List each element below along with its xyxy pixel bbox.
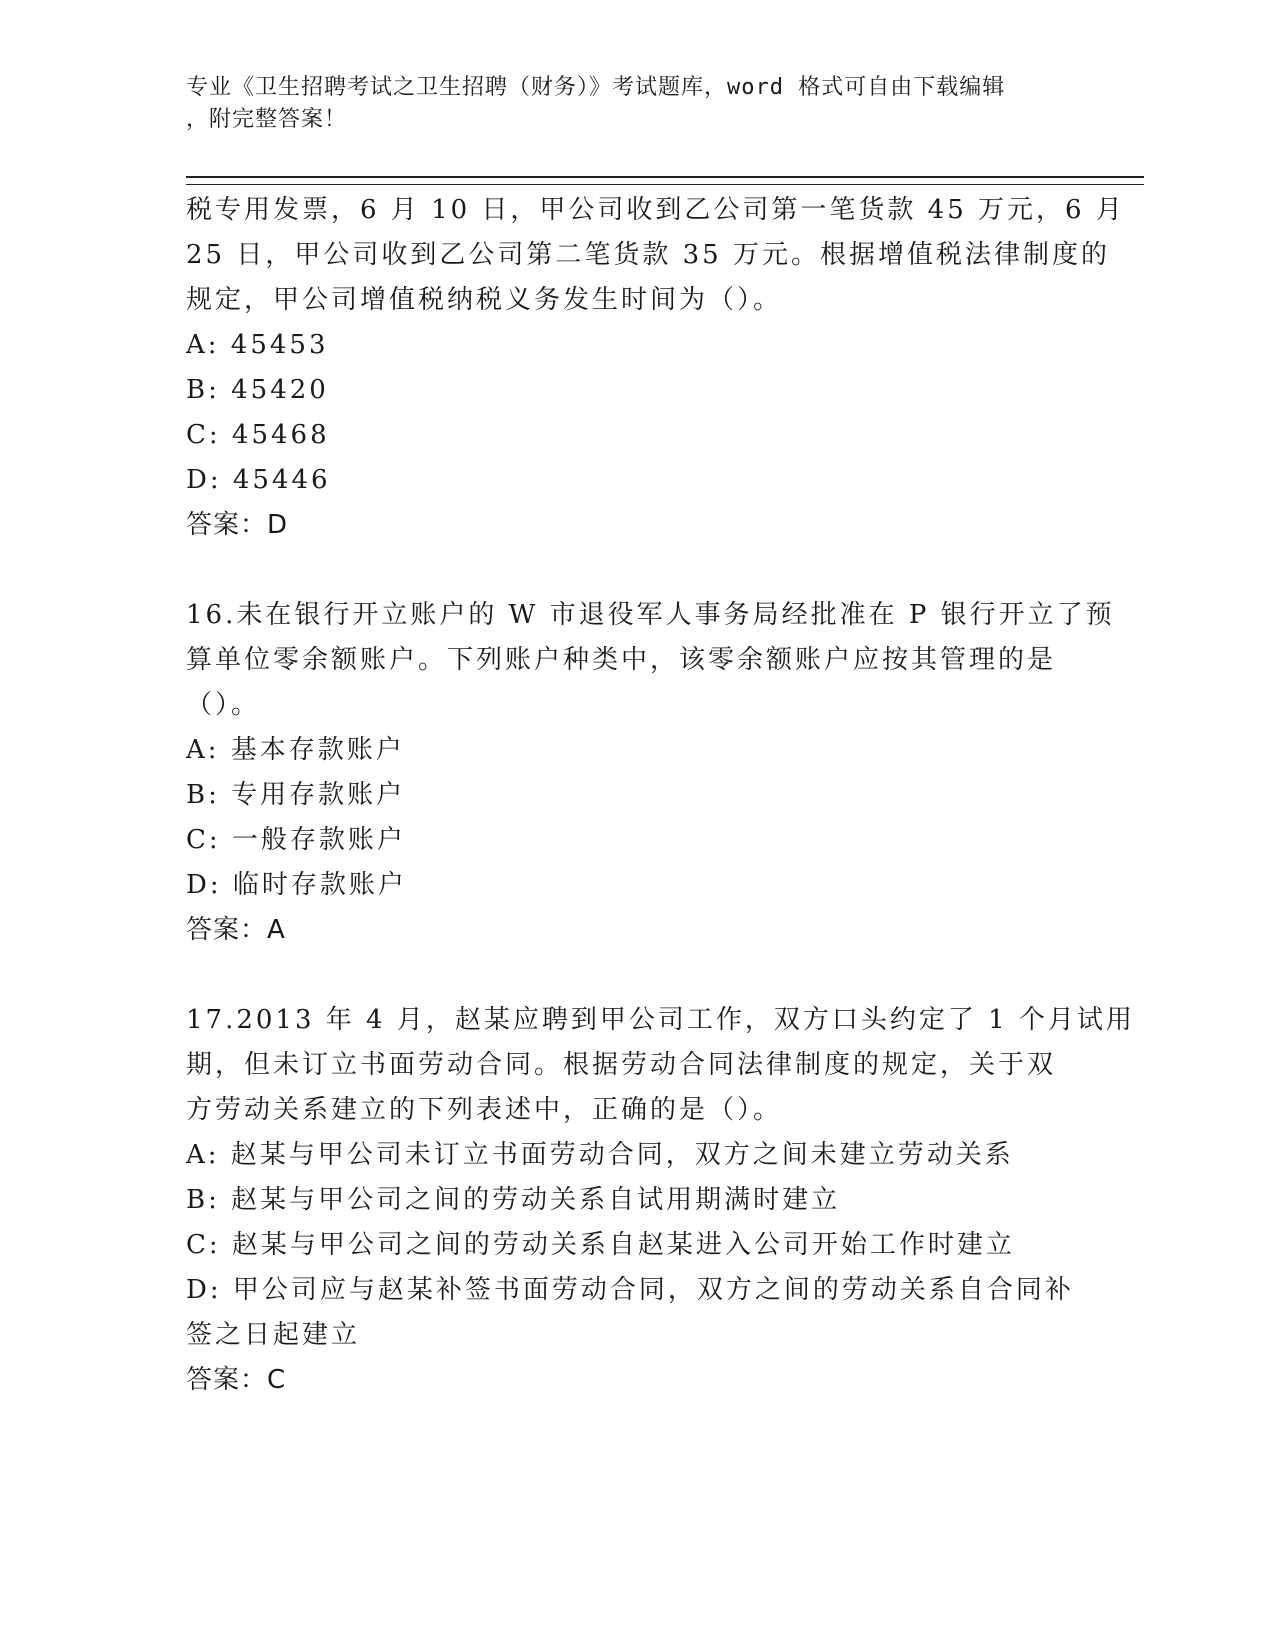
header-divider: [186, 176, 1144, 185]
option-d-continued: 签之日起建立: [186, 1320, 361, 1350]
question-15: [186, 188, 1125, 548]
question-text-line: （）。: [186, 690, 261, 720]
question-text-line: 方劳动关系建立的下列表述中，正确的是（）。: [186, 1095, 783, 1125]
option-b: B: 赵某与甲公司之间的劳动关系自试用期满时建立: [186, 1185, 841, 1215]
question-text-line: 16.未在银行开立账户的 W 市退役军人事务局经批准在 P 银行开立了预: [186, 600, 1115, 630]
option-a: A: 45453: [186, 330, 329, 360]
question-17: [186, 998, 1135, 1403]
option-b: B: 45420: [186, 375, 329, 405]
question-text-line: 算单位零余额账户。下列账户种类中，该零余额账户应按其管理的是: [186, 645, 1057, 675]
option-c: C: 一般存款账户: [186, 825, 406, 855]
question-text-line: 税专用发票，6 月 10 日，甲公司收到乙公司第一笔货款 45 万元，6 月: [186, 195, 1125, 225]
option-c: C: 45468: [186, 420, 330, 450]
answer: 答案：D: [186, 510, 289, 540]
question-text-line: 17.2013 年 4 月，赵某应聘到甲公司工作，双方口头约定了 1 个月试用: [186, 1005, 1135, 1035]
document-header: [186, 72, 1066, 136]
question-text-line: 规定，甲公司增值税纳税义务发生时间为（）。: [186, 285, 783, 315]
question-16: [186, 593, 1115, 953]
spacer: [186, 548, 1086, 593]
header-line-2: ，附完整答案！: [186, 107, 348, 132]
question-text-line: 25 日，甲公司收到乙公司第二笔货款 35 万元。根据增值税法律制度的: [186, 240, 1110, 270]
option-a: A: 基本存款账户: [186, 735, 405, 765]
question-text-line: 期，但未订立书面劳动合同。根据劳动合同法律制度的规定，关于双: [186, 1050, 1057, 1080]
option-a: A: 赵某与甲公司未订立书面劳动合同，双方之间未建立劳动关系: [186, 1140, 1014, 1170]
option-c: C: 赵某与甲公司之间的劳动关系自赵某进入公司开始工作时建立: [186, 1230, 1015, 1260]
option-b: B: 专用存款账户: [186, 780, 406, 810]
header-line-1: 专业《卫生招聘考试之卫生招聘（财务）》考试题库，word 格式可自由下载编辑: [186, 75, 1006, 100]
answer: 答案：A: [186, 915, 286, 945]
answer: 答案：C: [186, 1365, 287, 1395]
spacer: [186, 953, 1086, 998]
option-d: D: 临时存款账户: [186, 870, 407, 900]
question-list: [186, 188, 1135, 1403]
option-d: D: 甲公司应与赵某补签书面劳动合同，双方之间的劳动关系自合同补: [186, 1275, 1074, 1305]
option-d: D: 45446: [186, 465, 331, 495]
